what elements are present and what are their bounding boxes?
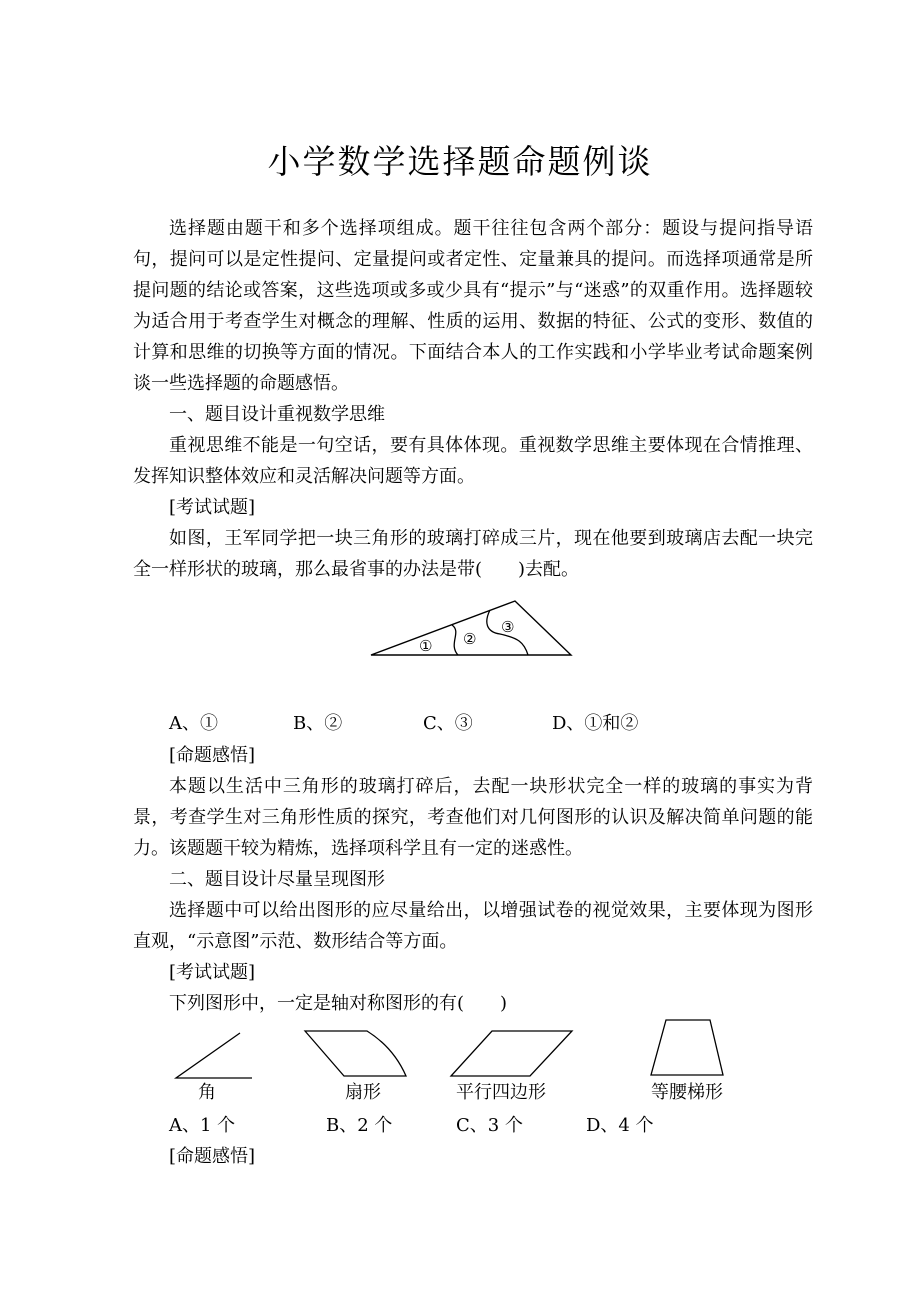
section2-question: 下列图形中，一定是轴对称图形的有( ) [169, 993, 508, 1014]
section1-exam-label: [考试试题] [169, 497, 256, 518]
q2-option-c: C、3 个 [456, 1115, 523, 1136]
q1-option-a: A、① [169, 713, 218, 734]
piece-label-1: ① [419, 637, 433, 655]
parallelogram-shape [448, 1026, 576, 1082]
shape-label-angle: 角 [198, 1082, 216, 1103]
section2-exam-label: [考试试题] [169, 962, 256, 983]
page-title: 小学数学选择题命题例谈 [267, 142, 653, 181]
q1-option-b: B、② [293, 713, 343, 734]
broken-triangle-figure [368, 598, 576, 660]
section1-insight-label: [命题感悟] [169, 745, 256, 766]
q1-option-c: C、③ [423, 713, 473, 734]
piece-label-3: ③ [501, 618, 515, 636]
isosceles-trapezoid-shape [646, 1016, 728, 1080]
piece-label-2: ② [463, 630, 477, 648]
angle-shape [170, 1028, 256, 1084]
shape-label-parallelogram: 平行四边形 [456, 1082, 546, 1103]
section2-heading: 二、题目设计尽量呈现图形 [169, 869, 385, 890]
sector-shape [300, 1026, 412, 1082]
q1-option-d: D、①和② [552, 713, 639, 734]
section2-body: 选择题中可以给出图形的应尽量给出，以增强试卷的视觉效果，主要体现为图形直观，“示意图”示范、数形结合等方面。 [133, 900, 813, 952]
shape-label-sector: 扇形 [345, 1082, 381, 1103]
q2-option-d: D、4 个 [586, 1115, 654, 1136]
q2-option-a: A、1 个 [169, 1115, 236, 1136]
shape-label-trapezoid: 等腰梯形 [651, 1082, 723, 1103]
section1-heading: 一、题目设计重视数学思维 [169, 404, 385, 425]
intro-paragraph: 选择题由题干和多个选择项组成。题干往往包含两个部分：题设与提问指导语句，提问可以是定性提问、定量提问或者定性、定量兼具的提问。而选择项通常是所提问题的结论或答案，这些选项或多或少具有“提示”与“迷惑”的双重作用。选择题较为适合用于考查学生对概念的理解、性质的运用、数据的特征、公式的变形、数值的计算和思维的切换等方面的情况。下面结合本人的工作实践和小学毕业考试命题案例谈一些选择题的命题感悟。 [133, 218, 813, 394]
section1-insight: 本题以生活中三角形的玻璃打碎后，去配一块形状完全一样的玻璃的事实为背景，考查学生对三角形性质的探究，考查他们对几何图形的认识及解决简单问题的能力。该题题干较为精炼，选择项科学且有一定的迷惑性。 [133, 776, 813, 859]
q2-option-b: B、2 个 [326, 1115, 393, 1136]
section1-body: 重视思维不能是一句空话，要有具体体现。重视数学思维主要体现在合情推理、发挥知识整体效应和灵活解决问题等方面。 [133, 435, 813, 487]
section1-question: 如图，王军同学把一块三角形的玻璃打碎成三片，现在他要到玻璃店去配一块完全一样形状的玻璃，那么最省事的办法是带( )去配。 [133, 528, 813, 580]
section2-insight-label: [命题感悟] [169, 1146, 256, 1167]
